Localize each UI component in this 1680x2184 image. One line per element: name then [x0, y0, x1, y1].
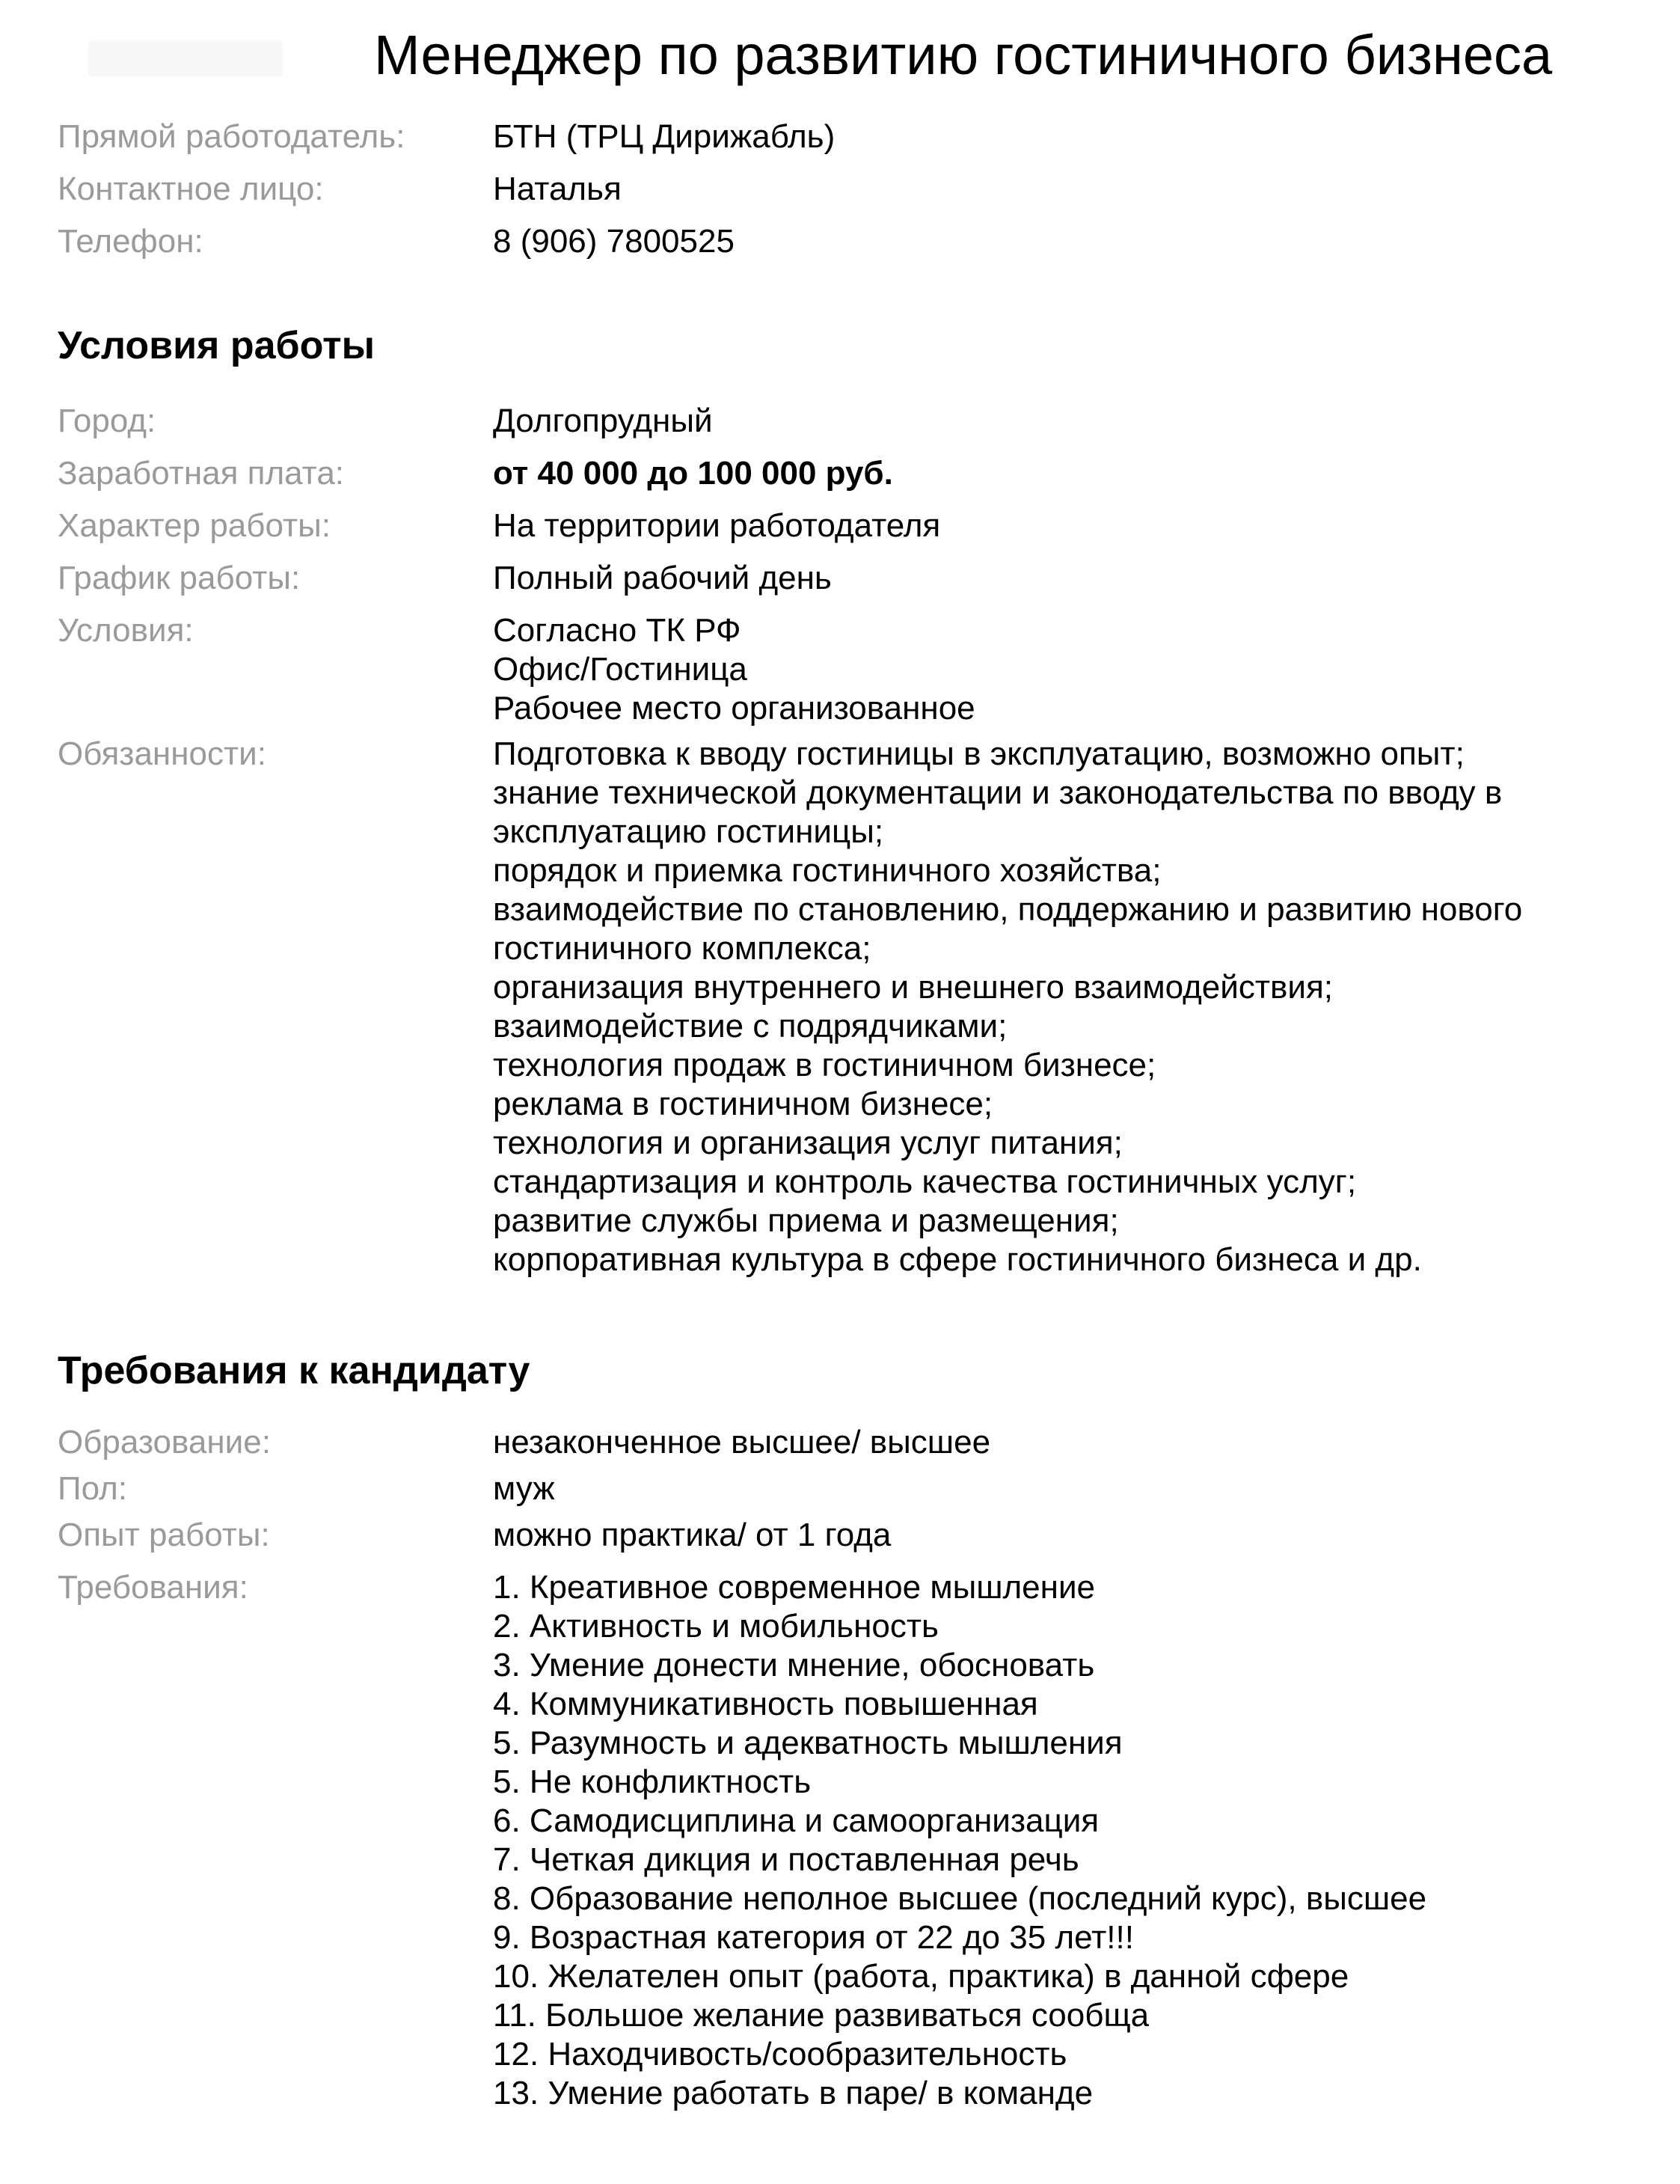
work-type-row [58, 500, 1628, 552]
duties-line: порядок и приемка гостиничного хозяйства; [493, 852, 1162, 889]
phone-label: Телефон: [58, 223, 203, 260]
requirement-item: 12. Находчивость/сообразительность [493, 2036, 1067, 2073]
requirements-block [58, 1416, 1628, 2113]
duties-line: корпоративная культура в сфере гостиничного бизнеса и др. [493, 1241, 1422, 1278]
requirement-item: 2. Активность и мобильность [493, 1608, 939, 1645]
page-title: Менеджер по развитию гостиничного бизнеса [374, 24, 1553, 86]
duties-line: взаимодействие по становлению, поддержанию и развитию нового [493, 891, 1523, 928]
experience-row [58, 1509, 1628, 1561]
terms-label: Условия: [58, 612, 194, 649]
contact-row-person [58, 163, 1628, 215]
duties-line: взаимодействие с подрядчиками; [493, 1008, 1008, 1044]
contact-row-phone [58, 215, 1628, 268]
gender-row [58, 1463, 1628, 1515]
terms-value [493, 605, 1628, 728]
education-label: Образование: [58, 1424, 271, 1460]
terms-line: Рабочее место организованное [493, 690, 975, 727]
requirement-item: 1. Креативное современное мышление [493, 1569, 1095, 1606]
conditions-heading: Условия работы [58, 324, 375, 367]
gender-value: муж [493, 1470, 555, 1507]
terms-line: Согласно ТК РФ [493, 612, 741, 649]
schedule-label: График работы: [58, 560, 301, 596]
requirement-item: 7. Четкая дикция и поставленная речь [493, 1841, 1079, 1878]
duties-value [493, 728, 1628, 1279]
city-value: Долгопрудный [493, 403, 713, 439]
requirement-item: 10. Желателен опыт (работа, практика) в данной сфере [493, 1958, 1349, 1995]
duties-label: Обязанности: [58, 735, 266, 772]
city-row [58, 395, 1628, 447]
salary-label: Заработная плата: [58, 455, 345, 492]
contact-block [58, 111, 1628, 268]
duties-line: технология и организация услуг питания; [493, 1125, 1123, 1161]
requirement-item: 5. Разумность и адекватность мышления [493, 1725, 1123, 1761]
requirement-item: 5. Не конфликтность [493, 1764, 812, 1800]
employer-value: БТН (ТРЦ Дирижабль) [493, 118, 836, 155]
requirement-item: 6. Самодисциплина и самоорганизация [493, 1802, 1100, 1839]
experience-label: Опыт работы: [58, 1517, 270, 1553]
salary-value: от 40 000 до 100 000 руб. [493, 455, 893, 492]
work-type-label: Характер работы: [58, 507, 331, 544]
terms-row [58, 605, 1628, 728]
contact-row-employer [58, 111, 1628, 163]
duties-line: знание технической документации и законодательства по вводу в [493, 774, 1503, 811]
requirement-item: 9. Возрастная категория от 22 до 35 лет!!! [493, 1919, 1134, 1956]
duties-line: гостиничного комплекса; [493, 930, 871, 967]
education-row [58, 1416, 1628, 1469]
duties-line: стандартизация и контроль качества гостиничных услуг; [493, 1163, 1357, 1200]
gender-label: Пол: [58, 1470, 128, 1507]
duties-line: эксплуатацию гостиницы; [493, 813, 884, 850]
duties-line: реклама в гостиничном бизнесе; [493, 1086, 993, 1122]
requirements-heading: Требования к кандидату [58, 1349, 530, 1392]
requirement-item: 8. Образование неполное высшее (последний курс), высшее [493, 1880, 1427, 1917]
experience-value: можно практика/ от 1 года [493, 1517, 892, 1553]
schedule-value: Полный рабочий день [493, 560, 832, 596]
conditions-block [58, 395, 1628, 1279]
terms-line: Офис/Гостиница [493, 651, 747, 688]
contact-person-label: Контактное лицо: [58, 171, 324, 207]
duties-line: развитие службы приема и размещения; [493, 1202, 1119, 1239]
contact-person-value: Наталья [493, 171, 622, 207]
schedule-row [58, 552, 1628, 605]
requirements-list-value [493, 1561, 1628, 2113]
employer-label: Прямой работодатель: [58, 118, 405, 155]
requirement-item: 4. Коммуникативность повышенная [493, 1686, 1038, 1722]
requirements-list-row [58, 1561, 1628, 2113]
requirements-list-label: Требования: [58, 1569, 248, 1606]
duties-line: организация внутреннего и внешнего взаимодействия; [493, 969, 1333, 1006]
requirement-item: 11. Большое желание развиваться сообща [493, 1997, 1150, 2034]
education-value: незаконченное высшее/ высшее [493, 1424, 991, 1460]
faded-logo-mark [88, 40, 283, 76]
requirement-item: 13. Умение работать в паре/ в команде [493, 2075, 1094, 2111]
duties-row [58, 728, 1628, 1279]
city-label: Город: [58, 403, 156, 439]
duties-line: Подготовка к вводу гостиницы в эксплуатацию, возможно опыт; [493, 735, 1465, 772]
phone-value: 8 (906) 7800525 [493, 223, 735, 260]
requirement-item: 3. Умение донести мнение, обосновать [493, 1647, 1095, 1683]
duties-line: технология продаж в гостиничном бизнесе; [493, 1047, 1156, 1083]
salary-row [58, 447, 1628, 500]
work-type-value: На территории работодателя [493, 507, 941, 544]
